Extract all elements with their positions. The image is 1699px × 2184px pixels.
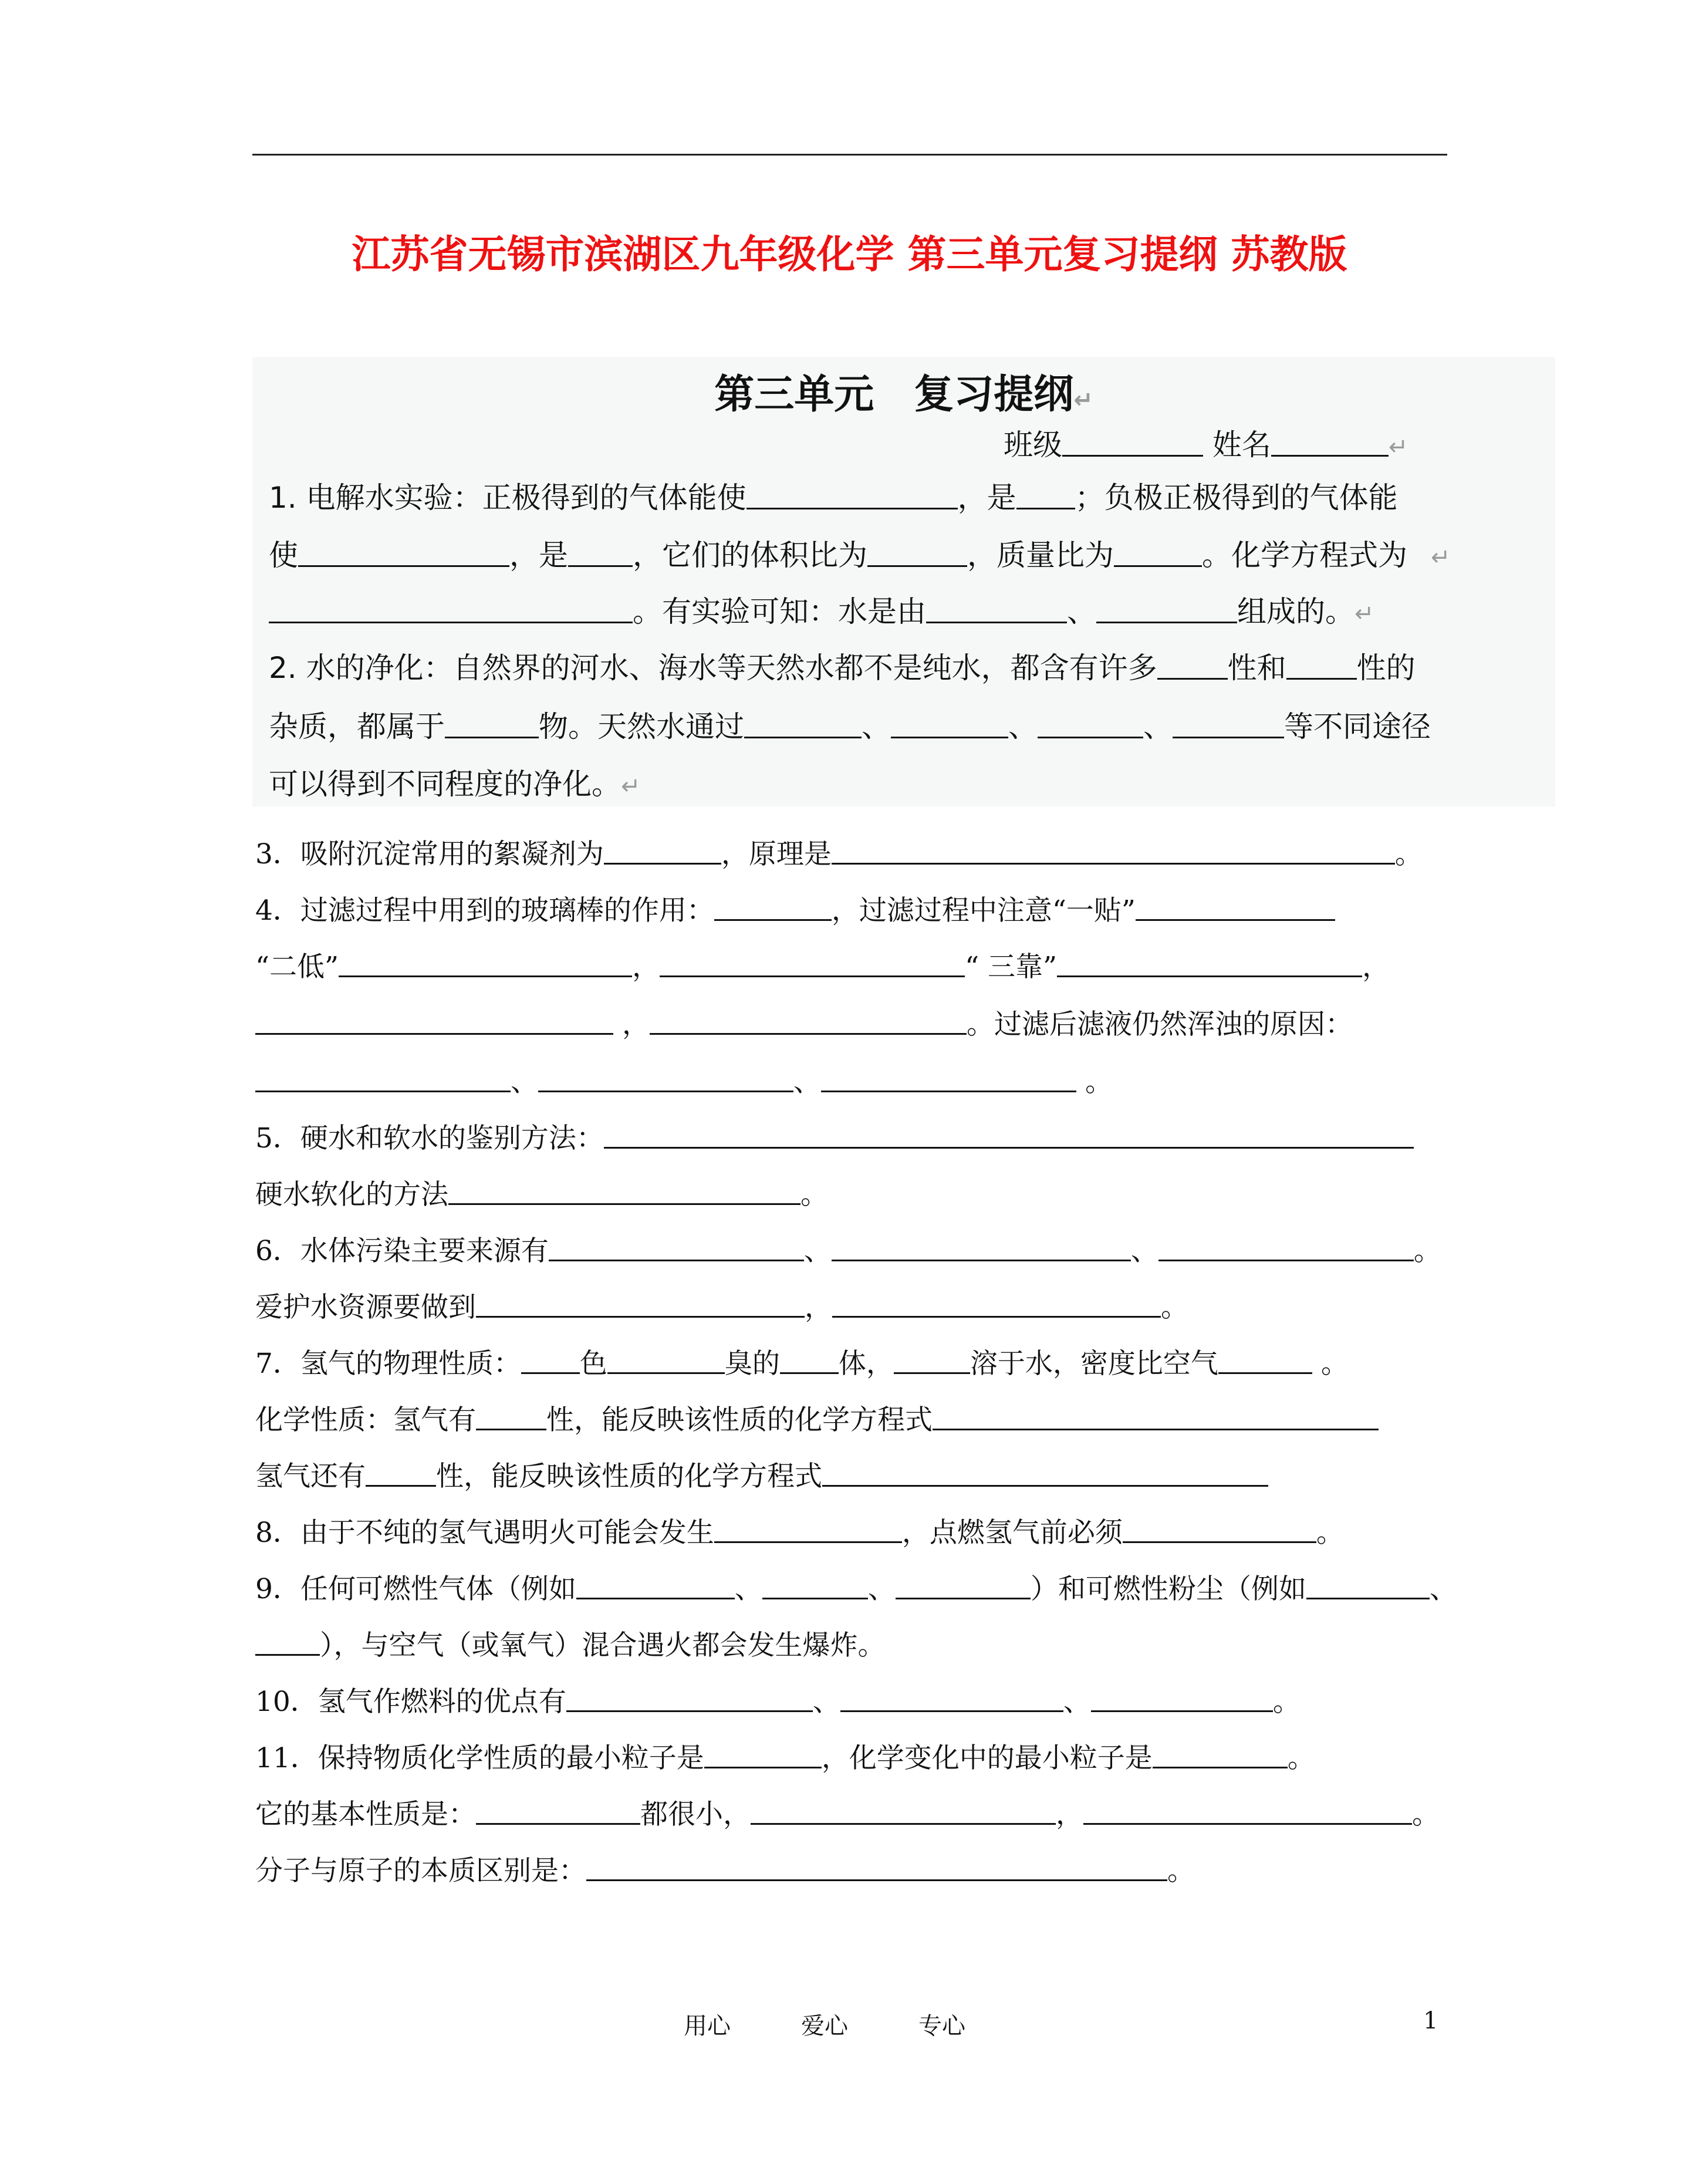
blank[interactable] [714, 1517, 902, 1543]
blank[interactable] [1218, 1348, 1312, 1374]
question-7-line-2: 化学性质：氢气有 性，能反映该性质的化学方程式 [255, 1398, 1379, 1437]
blank[interactable] [896, 1573, 1031, 1599]
name-blank[interactable] [1271, 428, 1389, 457]
blank[interactable] [1158, 1235, 1414, 1261]
question-4-line-4: 、 、 。 [255, 1060, 1113, 1099]
paragraph-mark-icon: ↵ [1073, 387, 1093, 414]
blank[interactable] [1114, 539, 1202, 567]
blank[interactable] [604, 1122, 1414, 1149]
blank[interactable] [1157, 652, 1228, 680]
page-number: 1 [1423, 2007, 1438, 2034]
blank[interactable] [448, 1179, 800, 1205]
blank[interactable] [538, 1066, 793, 1092]
blank[interactable] [832, 1291, 1161, 1318]
blank[interactable] [926, 595, 1067, 623]
blank[interactable] [255, 1066, 511, 1092]
question-9-line-2: ），与空气（或氧气）混合遇火都会发生爆炸。 [255, 1623, 886, 1663]
blank[interactable] [867, 539, 967, 567]
blank[interactable] [1016, 481, 1075, 509]
blank[interactable] [576, 1573, 735, 1599]
blank[interactable] [894, 1348, 970, 1374]
blank[interactable] [1083, 1798, 1412, 1825]
header-rule [252, 154, 1447, 156]
blank[interactable] [1057, 951, 1362, 977]
blank[interactable] [747, 481, 958, 509]
blank[interactable] [255, 1629, 320, 1656]
blank[interactable] [1038, 710, 1143, 738]
question-4-line-2: “二低” ， “ 三靠” ， [255, 951, 1390, 983]
blank[interactable] [744, 710, 862, 738]
blank[interactable] [521, 1348, 580, 1374]
question-5-line-2: 硬水软化的方法 。 [255, 1179, 828, 1211]
paragraph-mark-icon: ↵ [621, 773, 641, 800]
footer-motto-3: 专心 [918, 2013, 965, 2040]
blank[interactable] [714, 894, 832, 921]
question-3: 3．吸附沉淀常用的絮凝剂为 ，原理是 。 [255, 838, 1423, 870]
scan-q1-line-1: 1. 电解水实验：正极得到的气体能使 ，是 ；负极正极得到的气体能 [269, 481, 1398, 515]
scan-title: 第三单元 复习提纲 [714, 372, 1074, 418]
question-9-line-1: 9．任何可燃性气体（例如 、 、 ）和可燃性粉尘（例如 、 [255, 1573, 1457, 1605]
blank[interactable] [604, 838, 721, 865]
scan-q2-line-1: 2. 水的净化：自然界的河水、海水等天然水都不是纯水，都含有许多 性和 性的 [269, 651, 1416, 685]
class-name-line: 班级 姓名 ↵ [1004, 428, 1408, 462]
scan-q1-line-2: 使 ，是 ，它们的体积比为 ，质量比为 。化学方程式为 ↵ [269, 538, 1451, 572]
footer-motto-1: 用心 [684, 2013, 731, 2040]
question-5-line-1: 5．硬水和软水的鉴别方法： [255, 1116, 1414, 1156]
question-6-line-2: 爱护水资源要做到 ， 。 [255, 1291, 1188, 1324]
paragraph-mark-icon: ↵ [1407, 544, 1451, 571]
blank[interactable] [445, 710, 539, 738]
blank[interactable] [298, 539, 509, 567]
scan-q2-line-3: 可以得到不同程度的净化。↵ [269, 767, 641, 801]
blank[interactable] [1096, 595, 1237, 623]
blank[interactable] [607, 1348, 725, 1374]
question-7-line-3: 氢气还有 性，能反映该性质的化学方程式 [255, 1454, 1268, 1494]
scan-q2-line-2: 杂质，都属于 物。天然水通过 、 、 、 等不同途径 [269, 710, 1431, 744]
question-11-line-3: 分子与原子的本质区别是： 。 [255, 1855, 1195, 1887]
blank[interactable] [1306, 1573, 1430, 1599]
blank[interactable] [1091, 1686, 1273, 1712]
scanned-worksheet-image [252, 357, 1555, 806]
blank[interactable] [255, 1008, 613, 1035]
blank[interactable] [568, 539, 633, 567]
blank[interactable] [933, 1404, 1379, 1430]
blank[interactable] [704, 1742, 822, 1768]
question-6-line-1: 6．水体污染主要来源有 、 、 。 [255, 1235, 1441, 1267]
blank[interactable] [476, 1798, 640, 1825]
blank[interactable] [1286, 652, 1357, 680]
footer-motto-2: 爱心 [801, 2013, 848, 2040]
blank[interactable] [366, 1460, 436, 1487]
paragraph-mark-icon: ↵ [1388, 434, 1408, 461]
blank[interactable] [339, 951, 632, 977]
blank[interactable] [780, 1348, 839, 1374]
question-4-line-1: 4．过滤过程中用到的玻璃棒的作用： ，过滤过程中注意“一贴” [255, 889, 1335, 928]
blank[interactable] [269, 595, 633, 623]
blank[interactable] [1123, 1517, 1316, 1543]
question-10: 10．氢气作燃料的优点有 、 、 。 [255, 1686, 1301, 1718]
blank[interactable] [1173, 710, 1284, 738]
question-4-line-3: ， 。过滤后滤液仍然浑浊的原因： [255, 1002, 1353, 1042]
document-title: 江苏省无锡市滨湖区九年级化学 第三单元复习提纲 苏教版 [352, 231, 1347, 277]
blank[interactable] [840, 1686, 1063, 1712]
blank[interactable] [891, 710, 1008, 738]
blank[interactable] [1153, 1742, 1288, 1768]
paragraph-mark-icon: ↵ [1355, 600, 1374, 627]
blank[interactable] [1136, 894, 1335, 921]
blank[interactable] [822, 1460, 1268, 1487]
class-blank[interactable] [1062, 428, 1203, 457]
blank[interactable] [832, 1235, 1131, 1261]
blank[interactable] [751, 1798, 1056, 1825]
blank[interactable] [660, 951, 965, 977]
blank[interactable] [650, 1008, 967, 1035]
scan-q1-line-3: 。有实验可知：水是由 、 组成的。↵ [269, 588, 1374, 630]
blank[interactable] [566, 1686, 813, 1712]
question-8: 8．由于不纯的氢气遇明火可能会发生 ，点燃氢气前必须 。 [255, 1517, 1344, 1549]
blank[interactable] [476, 1404, 546, 1430]
question-11-line-2: 它的基本性质是： 都很小， ， 。 [255, 1798, 1440, 1831]
blank[interactable] [476, 1291, 805, 1318]
blank[interactable] [832, 838, 1395, 865]
blank[interactable] [586, 1855, 1167, 1881]
question-7-line-1: 7．氢气的物理性质： 色 臭的 体， 溶于水，密度比空气 。 [255, 1348, 1349, 1380]
blank[interactable] [549, 1235, 804, 1261]
blank[interactable] [762, 1573, 868, 1599]
blank[interactable] [821, 1066, 1076, 1092]
question-11-line-1: 11．保持物质化学性质的最小粒子是 ，化学变化中的最小粒子是 。 [255, 1742, 1315, 1774]
